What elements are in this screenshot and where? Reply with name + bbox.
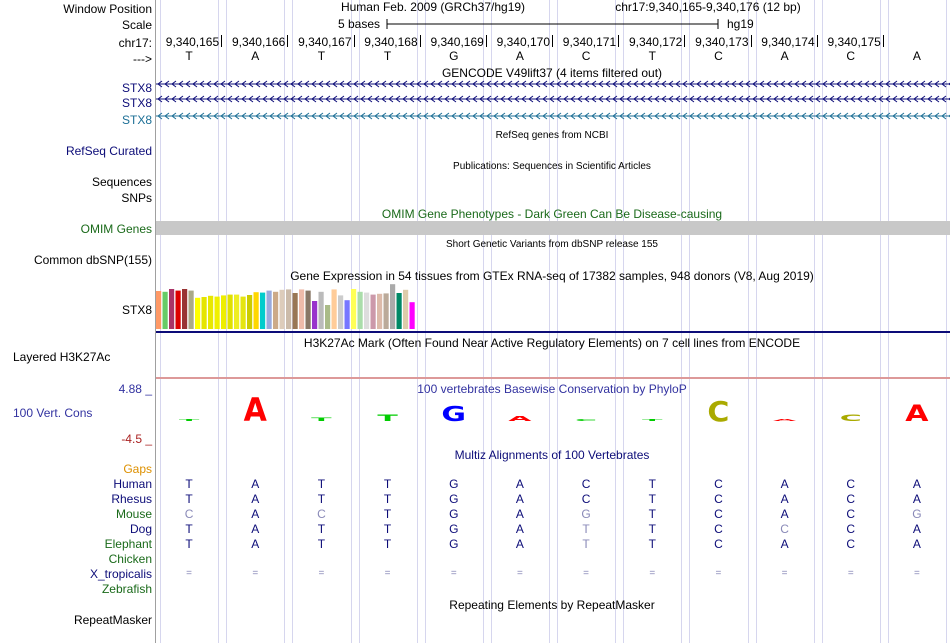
dbsnp-track-title: Short Genetic Variants from dbSNP release 155: [446, 239, 658, 250]
gtex-tissue-bar: [195, 298, 200, 329]
gtex-tissue-bar: [208, 296, 213, 329]
ruler-position-label: 9,340,166: [231, 35, 286, 49]
alignment-base: C: [846, 492, 856, 506]
alignment-base: C: [714, 522, 723, 536]
gtex-track-label[interactable]: STX8: [121, 303, 152, 317]
scale-bar: [386, 18, 721, 30]
conservation-logo[interactable]: [156, 395, 950, 435]
reference-base: A: [780, 49, 789, 63]
scale-label: Scale: [121, 18, 152, 32]
reference-base: C: [846, 49, 856, 63]
alignment-base: =: [318, 568, 325, 579]
gtex-tissue-bar: [176, 291, 181, 329]
gtex-tissue-bar: [221, 295, 226, 329]
alignment-base: =: [781, 568, 788, 579]
ruler-position-label: 9,340,175: [827, 35, 881, 49]
conservation-min-label: -4.5 _: [121, 432, 152, 446]
gtex-tissue-bar: [247, 295, 252, 329]
gtex-tissue-bar: [228, 295, 233, 329]
repeatmasker-track-label[interactable]: RepeatMasker: [73, 613, 152, 627]
gtex-tissue-bar: [312, 301, 317, 329]
gtex-tissue-bar: [397, 293, 402, 329]
gencode-item-label-2[interactable]: STX8: [121, 96, 152, 110]
alignment-base: C: [714, 537, 723, 551]
ruler-tick: [618, 35, 619, 47]
alignment-base: A: [515, 537, 524, 551]
multiz-gaps-label[interactable]: Gaps: [123, 462, 152, 476]
conservation-logo-letter: C: [575, 418, 598, 422]
alignment-base: A: [780, 507, 789, 521]
gtex-tissue-bar: [358, 292, 363, 329]
alignment-base: =: [847, 568, 854, 579]
alignment-base: C: [846, 522, 856, 536]
reference-base: T: [317, 49, 326, 63]
track-labels-panel: [0, 0, 155, 643]
publications-track-title: Publications: Sequences in Scientific Articles: [453, 161, 651, 172]
ruler-tick: [751, 35, 752, 47]
alignment-base: A: [251, 522, 260, 536]
gtex-tissue-bar: [267, 291, 272, 329]
alignment-base: G: [449, 492, 459, 506]
alignment-base: C: [581, 477, 591, 491]
gtex-tissue-bar: [286, 289, 291, 329]
alignment-base: A: [251, 477, 260, 491]
gtex-tissue-bar: [293, 293, 298, 329]
conservation-logo-letter: C: [707, 395, 730, 428]
multiz-track-title: Multiz Alignments of 100 Vertebrates: [454, 448, 650, 462]
alignment-base: =: [384, 568, 391, 579]
gtex-tissue-bar: [332, 289, 337, 329]
h3k27ac-track-title: H3K27Ac Mark (Often Found Near Active Regulatory Elements) on 7 cell lines from ENCODE: [303, 336, 801, 350]
gtex-tissue-bar: [390, 284, 395, 329]
alignment-base: G: [449, 507, 459, 521]
alignment-base: T: [383, 477, 392, 491]
reference-base: C: [714, 49, 723, 63]
gtex-tissue-bar: [163, 292, 168, 329]
omim-phenotype-bar[interactable]: [156, 221, 950, 235]
gtex-tissue-bar: [254, 292, 259, 329]
alignment-base: G: [581, 507, 591, 521]
alignment-base: A: [515, 477, 524, 491]
position-text: chr17:9,340,165-9,340,176 (12 bp): [615, 0, 801, 14]
conservation-max-label: 4.88 _: [118, 382, 152, 396]
window-position-label: Window Position: [63, 2, 152, 16]
alignment-base: G: [449, 477, 459, 491]
ruler-position-label: 9,340,165: [165, 35, 220, 49]
gtex-tissue-bar: [345, 300, 350, 329]
alignment-base: T: [648, 507, 656, 521]
reference-base: G: [449, 49, 459, 63]
ruler-position-label: 9,340,167: [298, 35, 352, 49]
alignment-base: T: [185, 522, 193, 536]
gencode-item-label-1[interactable]: STX8: [121, 81, 152, 95]
species-label[interactable]: Mouse: [115, 507, 152, 521]
alignment-base: T: [317, 537, 326, 551]
species-label[interactable]: Zebrafish: [101, 582, 152, 596]
conservation-track-title: 100 vertebrates Basewise Conservation by PhyloP: [417, 382, 687, 396]
gtex-tissue-bar: [299, 289, 304, 329]
conservation-logo-letter: T: [377, 413, 398, 424]
conservation-logo-letter: A: [772, 418, 797, 422]
alignment-base: =: [252, 568, 259, 579]
alignment-base: G: [449, 537, 459, 551]
gtex-track-title: Gene Expression in 54 tissues from GTEx RNA-seq of 17382 samples, 948 donors (V8, Aug 2019): [290, 269, 814, 283]
alignment-base: G: [449, 522, 459, 536]
omim-track-title: OMIM Gene Phenotypes - Dark Green Can Be Disease-causing: [381, 207, 723, 221]
gtex-tissue-bar: [280, 290, 285, 329]
gtex-tissue-bar: [351, 289, 356, 329]
refseq-track-title: RefSeq genes from NCBI: [495, 130, 609, 141]
ruler-position-label: 9,340,174: [761, 35, 815, 49]
alignment-base: T: [648, 537, 656, 551]
alignment-base: T: [648, 477, 656, 491]
scale-db-text: hg19: [727, 17, 754, 31]
alignment-base: A: [780, 537, 789, 551]
species-label[interactable]: Dog: [129, 522, 152, 536]
conservation-track-label[interactable]: 100 Vert. Cons: [13, 406, 93, 420]
ruler-position-label: 9,340,169: [430, 35, 484, 49]
ruler-tick: [883, 35, 884, 47]
reference-base: A: [912, 49, 921, 63]
alignment-base: A: [780, 477, 789, 491]
ruler-tick: [420, 35, 421, 47]
genome-browser-track-image[interactable]: [156, 0, 950, 643]
gtex-tissue-bar: [384, 293, 389, 329]
alignment-base: T: [317, 522, 326, 536]
alignment-base: =: [450, 568, 457, 579]
alignment-base: =: [715, 568, 722, 579]
assembly-text: Human Feb. 2009 (GRCh37/hg19): [340, 0, 526, 14]
alignment-base: C: [184, 507, 194, 521]
alignment-base: A: [780, 492, 789, 506]
gtex-tissue-bar: [273, 292, 278, 329]
ruler-tick: [817, 35, 818, 47]
alignment-base: A: [912, 477, 921, 491]
gene-model-line: [156, 81, 950, 87]
conservation-logo-letter: G: [441, 402, 467, 427]
gtex-tissue-bar: [403, 290, 408, 329]
gene-model-line: [156, 96, 950, 102]
refseq-track-label[interactable]: RefSeq Curated: [65, 144, 152, 158]
gtex-tissue-bar: [202, 297, 207, 329]
alignment-base: T: [383, 492, 392, 506]
ruler-tick: [552, 35, 553, 47]
reference-base: T: [648, 49, 656, 63]
gtex-tissue-bar: [189, 291, 194, 329]
alignment-base: A: [515, 492, 524, 506]
alignment-base: =: [583, 568, 589, 579]
dbsnp-track-label[interactable]: Common dbSNP(155): [33, 253, 152, 267]
alignment-base: =: [913, 568, 920, 579]
alignment-base: T: [185, 492, 193, 506]
gtex-tissue-bar: [364, 293, 369, 329]
species-label[interactable]: Elephant: [104, 537, 152, 551]
ruler-tick: [221, 35, 222, 47]
sequences-track-label[interactable]: Sequences: [91, 175, 152, 189]
alignment-base: A: [912, 537, 921, 551]
alignment-base: C: [780, 522, 789, 536]
alignment-base: G: [912, 507, 922, 521]
reference-base: T: [185, 49, 193, 63]
alignment-base: C: [581, 492, 591, 506]
gtex-tissue-bar: [377, 294, 382, 329]
gtex-tissue-bar: [156, 291, 161, 329]
alignment-base: T: [582, 537, 590, 551]
ruler-position-label: 9,340,168: [364, 35, 418, 49]
ruler-tick: [287, 35, 288, 47]
alignment-base: C: [714, 492, 723, 506]
gtex-baseline: [156, 331, 950, 333]
alignment-base: C: [317, 507, 326, 521]
ruler-tick: [354, 35, 355, 47]
gtex-tissue-bar: [234, 295, 239, 329]
alignment-base: T: [383, 507, 392, 521]
alignment-base: T: [648, 492, 656, 506]
alignment-base: T: [648, 522, 656, 536]
alignment-base: A: [912, 522, 921, 536]
h3k27ac-signal-line: [156, 377, 950, 379]
ruler-tick: [486, 35, 487, 47]
chrom-label: chr17:: [118, 36, 152, 50]
alignment-base: A: [251, 492, 260, 506]
alignment-base: C: [846, 507, 856, 521]
gtex-tissue-bar: [338, 295, 343, 329]
conservation-logo-letter: T: [178, 418, 200, 422]
gtex-tissue-bar: [241, 297, 246, 329]
ruler-tick: [684, 35, 685, 47]
conservation-logo-letter: A: [243, 395, 267, 430]
conservation-logo-letter: C: [839, 413, 862, 424]
alignment-base: A: [515, 522, 524, 536]
reference-base: C: [581, 49, 591, 63]
alignment-base: T: [383, 522, 392, 536]
gtex-tissue-bar: [260, 293, 265, 329]
gencode-track-title: GENCODE V49lift37 (4 items filtered out): [441, 66, 663, 80]
ruler-position-label: 9,340,172: [628, 35, 683, 49]
alignment-base: =: [186, 568, 192, 579]
reference-base: T: [383, 49, 392, 63]
alignment-base: C: [714, 477, 723, 491]
alignment-base: C: [714, 507, 723, 521]
conservation-logo-letter: A: [905, 401, 929, 427]
alignment-base: A: [251, 537, 260, 551]
species-label[interactable]: X_tropicalis: [89, 567, 152, 581]
repeatmasker-track-title: Repeating Elements by RepeatMasker: [449, 598, 655, 612]
gtex-tissue-bar: [325, 305, 330, 329]
gtex-tissue-bar: [215, 297, 220, 329]
gtex-tissue-bar: [169, 289, 174, 329]
gtex-bar-graph[interactable]: [156, 280, 950, 330]
alignment-base: A: [912, 492, 921, 506]
alignment-base: A: [515, 507, 524, 521]
h3k27ac-track-label[interactable]: Layered H3K27Ac: [13, 350, 111, 364]
gene-model-line: [156, 113, 950, 119]
conservation-logo-letter: T: [642, 418, 663, 422]
gencode-item-label-3[interactable]: STX8: [121, 113, 152, 127]
snps-track-label[interactable]: SNPs: [121, 191, 152, 205]
species-label[interactable]: Rhesus: [111, 492, 152, 506]
reference-base: A: [251, 49, 260, 63]
omim-track-label[interactable]: OMIM Genes: [80, 222, 152, 236]
alignment-base: =: [516, 568, 523, 579]
reference-base: A: [515, 49, 524, 63]
species-label[interactable]: Chicken: [108, 552, 152, 566]
alignment-base: T: [185, 537, 193, 551]
conservation-logo-letter: T: [311, 417, 332, 423]
alignment-base: =: [649, 568, 656, 579]
gtex-tissue-bar: [319, 292, 324, 329]
strand-label: --->: [133, 52, 152, 66]
gtex-tissue-bar: [371, 295, 376, 329]
alignment-base: T: [383, 537, 392, 551]
scale-bases-text: 5 bases: [338, 17, 381, 31]
alignment-base: T: [317, 492, 326, 506]
species-label[interactable]: Human: [113, 477, 152, 491]
gtex-tissue-bar: [182, 289, 187, 329]
ruler-position-label: 9,340,173: [695, 35, 749, 49]
alignment-base: C: [846, 477, 856, 491]
alignment-base: T: [317, 477, 326, 491]
alignment-base: A: [251, 507, 260, 521]
ruler-position-label: 9,340,170: [496, 35, 550, 49]
alignment-base: C: [846, 537, 856, 551]
alignment-base: T: [185, 477, 193, 491]
gtex-tissue-bar: [306, 291, 311, 329]
ruler-position-label: 9,340,171: [562, 35, 617, 49]
conservation-logo-letter: A: [508, 414, 532, 423]
alignment-base: T: [582, 522, 590, 536]
gtex-tissue-bar: [410, 302, 415, 329]
